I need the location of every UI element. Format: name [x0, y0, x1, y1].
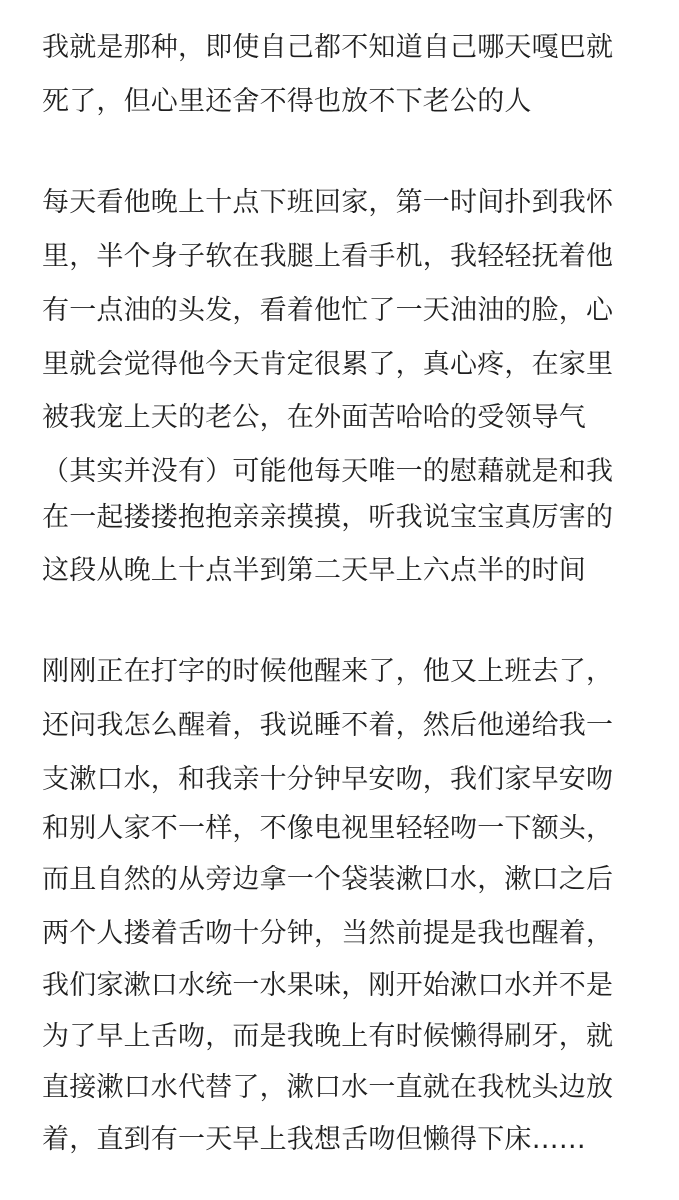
text-line: 和别人家不一样，不像电视里轻轻吻一下额头，	[42, 813, 614, 844]
text-line: 刚刚正在打字的时候他醒来了，他又上班去了，	[42, 656, 614, 687]
text-line: 我们家漱口水统一水果味，刚开始漱口水并不是	[42, 970, 614, 1001]
text-line: 有一点油的头发，看着他忙了一天油油的脸，心	[42, 295, 614, 326]
text-line: 还问我怎么醒着，我说睡不着，然后他递给我一	[42, 710, 614, 741]
text-line: 在一起搂搂抱抱亲亲摸摸，听我说宝宝真厉害的	[42, 502, 614, 533]
text-line: 被我宠上天的老公，在外面苦哈哈的受领导气	[42, 402, 586, 433]
text-line: 里，半个身子软在我腿上看手机，我轻轻抚着他	[42, 241, 614, 272]
text-line: 每天看他晚上十点下班回家，第一时间扑到我怀	[42, 187, 614, 218]
text-line: 我就是那种，即使自己都不知道自己哪天嘎巴就	[42, 32, 614, 63]
text-line: 支漱口水，和我亲十分钟早安吻，我们家早安吻	[42, 764, 614, 795]
text-line: 为了早上舌吻，而是我晚上有时候懒得刷牙，就	[42, 1021, 614, 1052]
text-line: 而且自然的从旁边拿一个袋装漱口水，漱口之后	[42, 864, 614, 895]
text-line: 里就会觉得他今天肯定很累了，真心疼，在家里	[42, 349, 614, 380]
text-line: 两个人搂着舌吻十分钟，当然前提是我也醒着，	[42, 918, 614, 949]
text-line: 死了，但心里还舍不得也放不下老公的人	[42, 86, 532, 117]
text-line: 直接漱口水代替了，漱口水一直就在我枕头边放	[42, 1072, 614, 1103]
text-line: 这段从晚上十点半到第二天早上六点半的时间	[42, 555, 586, 586]
text-line: 着，直到有一天早上我想舌吻但懒得下床……	[42, 1124, 586, 1155]
text-line: （其实并没有）可能他每天唯一的慰藉就是和我	[42, 456, 614, 487]
